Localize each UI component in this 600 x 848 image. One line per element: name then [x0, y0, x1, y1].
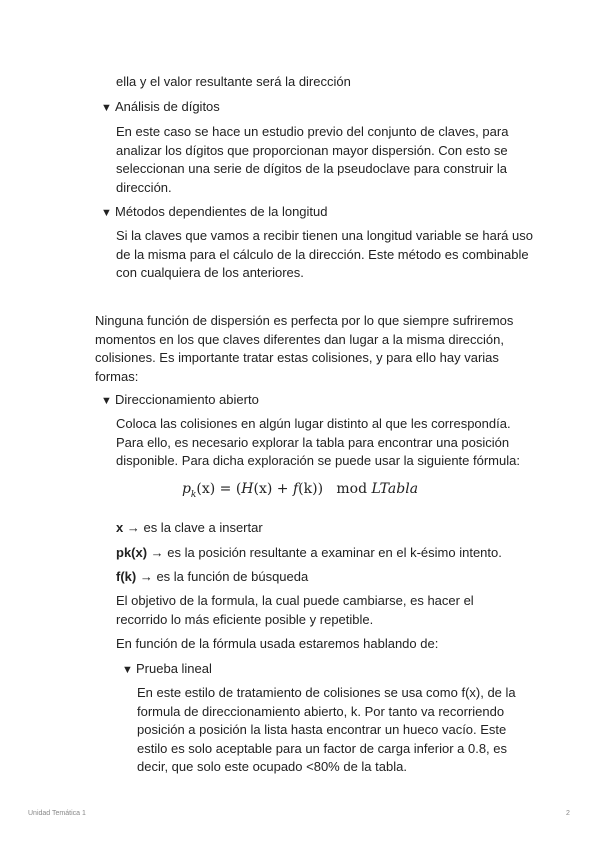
definition-x: x → es la clave a insertar — [116, 520, 263, 535]
toggle-heading: Métodos dependientes de la longitud — [115, 204, 328, 219]
toggle-heading: Prueba lineal — [136, 661, 212, 676]
toggle-metodos-longitud[interactable] — [101, 203, 328, 222]
toggle-direccionamiento-abierto[interactable] — [101, 391, 259, 410]
prueba-paragraph: En este estilo de tratamiento de colisiones se usa como f(x), de la formula de direccionamiento abierto, k. Por tanto va recorriendo posición a posición la lista hasta encontrar un hueco vacío. Este estilo es solo aceptable para un factor de carga inferior a 0.8, es decir, que solo este ocupado <80% de la tabla. — [137, 685, 516, 774]
toggle-heading: Direccionamiento abierto — [115, 392, 259, 407]
collisions-intro-paragraph: Ninguna función de dispersión es perfecta por lo que siempre sufriremos momentos en los que claves diferentes dan lugar a la misma dirección, colisiones. Es importante tratar estas colisiones, y para ello hay varias formas: — [95, 313, 514, 384]
triangle-down-icon: ▼ — [101, 207, 112, 219]
toggle-analisis-digitos[interactable] — [101, 98, 220, 117]
triangle-down-icon: ▼ — [122, 664, 133, 676]
page-number: 2 — [566, 810, 570, 817]
metodos-paragraph: Si la claves que vamos a recibir tienen una longitud variable se hará uso de la misma para el cálculo de la dirección. Este método es combinable con cualquiera de los anteriores. — [116, 228, 533, 280]
analisis-paragraph: En este caso se hace un estudio previo del conjunto de claves, para analizar los dígitos que proporcionan mayor dispersión. Con esto se seleccionan una serie de dígitos de la pseudoclave para construir la dirección. — [116, 124, 509, 195]
triangle-down-icon: ▼ — [101, 102, 112, 114]
toggle-prueba-lineal[interactable] — [122, 660, 212, 679]
formula: $p_k(x) = (H(x) + f(k))$ mod LTabla — [181, 481, 419, 500]
footer-unit: Unidad Temática 1 — [28, 810, 86, 817]
definition-fk: f(k) → es la función de búsqueda — [116, 569, 309, 584]
definition-pk: pk(x) → es la posición resultante a examinar en el k-ésimo intento. — [116, 545, 502, 560]
toggle-heading: Análisis de dígitos — [115, 99, 220, 114]
intro-text: ella y el valor resultante será la dirección — [116, 74, 351, 89]
triangle-down-icon: ▼ — [101, 395, 112, 407]
funcion-text: En función de la fórmula usada estaremos hablando de: — [116, 636, 439, 651]
objetivo-paragraph: El objetivo de la formula, la cual puede cambiarse, es hacer el recorrido lo más eficiente posible y repetible. — [116, 593, 474, 627]
abierto-paragraph: Coloca las colisiones en algún lugar distinto al que les correspondía. Para ello, es necesario explorar la tabla para encontrar una posición disponible. Para dicha exploración se puede usar la siguiente fórmula: — [116, 416, 520, 468]
